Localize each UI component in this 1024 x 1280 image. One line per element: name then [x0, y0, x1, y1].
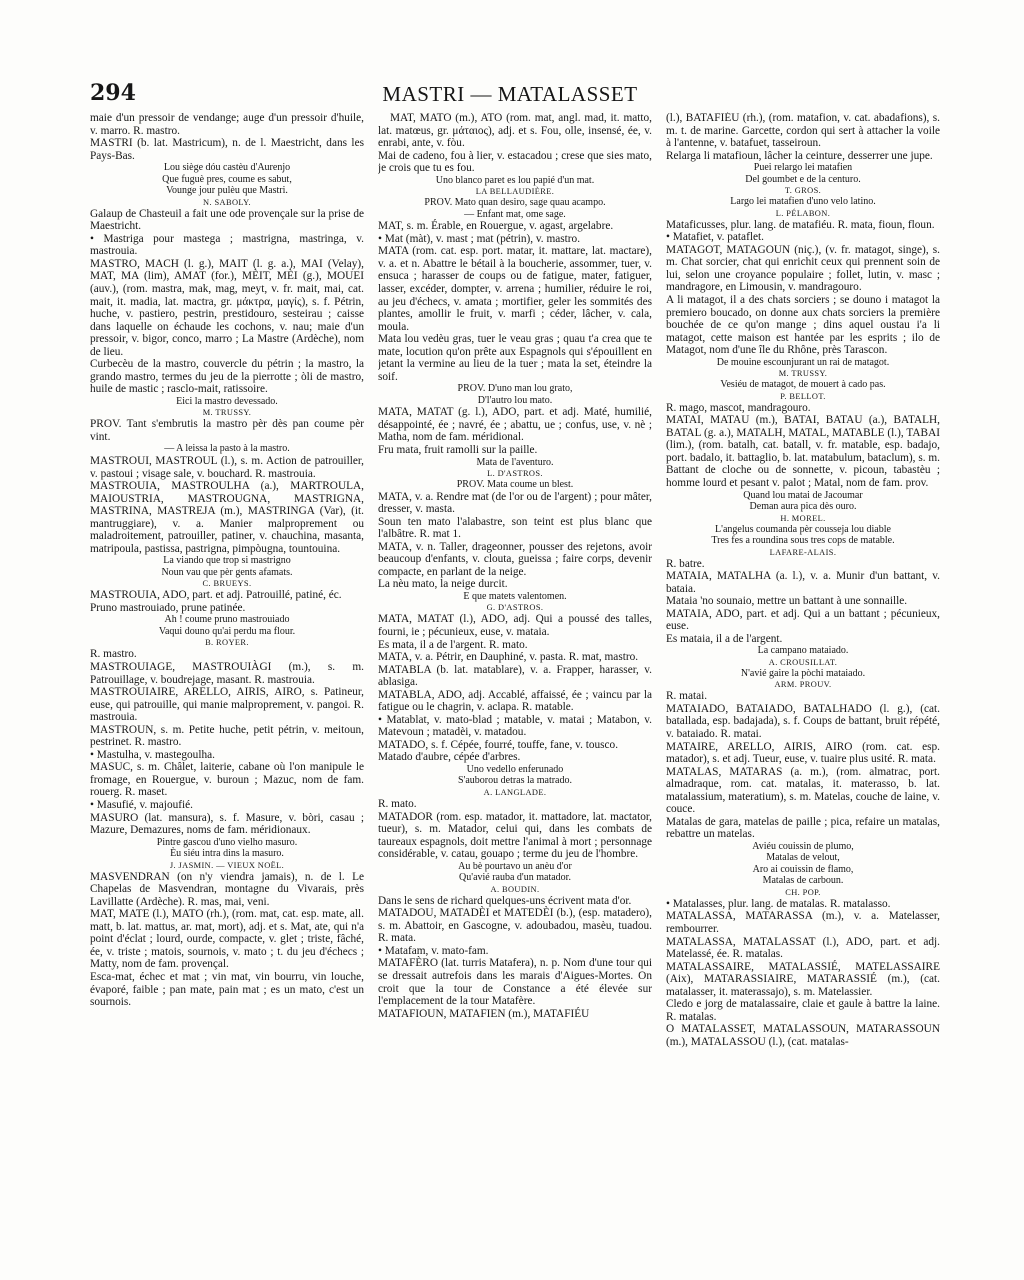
entry-paragraph: MAT, MATE (l.), MATO (rh.), (rom. mat, cat. esp. mate, all. matt, b. lat. mattus, ar. mat, mort), adj. et s. Mat, ate, qui n'a point d'éclat ; lourd, ourde, compacte, v. glet ; triste, fâché, ée, v. triste ; matois, sournois, v. mato ; t. du jeu d'échecs ; Matty, nom de fam. provençal. [90, 908, 364, 971]
entry-paragraph: R. matai. [666, 690, 708, 703]
entry-paragraph: MATAFÈRO (lat. turris Matafera), n. p. Nom d'une tour qui se dressait autrefois dans les marais d'Aigues-Mortes. On croit que la tour de Constance a été élevée sur l'emplacement de la tour Matafère. [378, 957, 652, 1008]
quotation-verse: Aviéu couissin de plumo, Matalas de velout, Aro ai couissin de flamo, Matalas de carboun. [752, 840, 854, 887]
entry-paragraph: MATALASSA, MATALASSAT (l.), ADO, part. et adj. Matelassé, ée. R. matalas. [666, 935, 940, 961]
entry-paragraph: • Matafiet, v. pataflet. [666, 231, 764, 244]
quotation-verse: PROV. Mata coume un blest. [456, 479, 574, 491]
entry-paragraph: • Mastulha, v. mastegoulha. [90, 748, 215, 761]
entry-paragraph: MATA, v. a. Pétrir, en Dauphiné, v. pasta. R. mat, mastro. [378, 651, 639, 664]
entry-paragraph: R. batre. [666, 557, 705, 570]
entry-paragraph: MASTRO, MACH (l. g.), MAIT (l. g. a.), MAI (Velay), MAT, MA (lim), AMAT (for.), MÈIT, MÈI (g.), MOUEI (auv.), (rom. mastra, mak, mag, meyt, v. fr. mait, mai, cat. mait, it. madia, lat. mactra, gr. μάκτρα, μαγίς), s. f. Pétrin, huche, v. pastiero, pestrin, prestidouro, sesteirau ; caisse dans laquelle on échaude les cochons, v. nau; maie d'un pressoir, v. bigor, conco, marro ; La Mastre (Ardèche), nom de lieu. [90, 257, 364, 358]
entry-paragraph: La nèu mato, la neige durcit. [378, 578, 508, 591]
entry-paragraph: MASVENDRAN (on n'y viendra jamais), n. de l. Le Chapelas de Masvendran, montagne du Vivarais, près Lavillatte (Ardèche). R. mas, mai, veni. [90, 870, 364, 908]
entry-paragraph: MATADOR (rom. esp. matador, it. mattadore, lat. mactator, tueur), s. m. Matador, celui qui, dans les combats de taureaux espagnols, doit mettre l'animal à mort ; personnage considérable, v. catau, gouapo ; terme du jeu de l'hombre. [378, 810, 652, 861]
quotation-attribution: J. JASMIN. — VIEUX NOËL. [169, 860, 285, 870]
entry-paragraph: R. mastro. [90, 648, 137, 661]
entry-paragraph: MASTROUIAIRE, ARELLO, AIRIS, AIRO, s. Patineur, euse, qui patrouille, qui manie malproprement, v. pangoi. R. mastrouia. [90, 686, 364, 724]
entry-paragraph: MAT, MATO (m.), ATO (rom. mat, angl. mad, it. matto, lat. matœus, gr. μάταιος), adj. et s. Fou, olle, insensé, ée, v. enrabi, ante, v. fòu. [378, 112, 652, 150]
quotation-verse: N'avié gaire la pòchi mataiado. [740, 667, 866, 679]
quotation-verse: L'angelus coumanda pèr cousseja lou diable Tres fes a roundina sous tres cops de matable. [711, 523, 895, 547]
entry-paragraph: MASTROUIA, ADO, part. et adj. Patrouillé, patiné, éc. [90, 589, 342, 602]
quotation-attribution: A. BOUDIN. [490, 884, 540, 894]
quotation-attribution: M. TRUSSY. [202, 408, 252, 418]
entry-paragraph: MATA (rom. cat. esp. port. matar, it. mattare, lat. mactare), v. a. et n. Abattre le bétail à la boucherie, assommer, tuer, v. ensuca ; harasser de coups ou de fatigue, mater, fatiguer, lasser, excéder, dompter, v. arrena ; humilier, réduire le roi, au jeu d'échecs, v. amata ; mortifier, geler les sommités des plantes, amollir le fruit, v. marfi ; céder, lâcher, v. cala, moula. [378, 245, 652, 333]
entry-paragraph: MATADOU, MATADÈI et MATEDÈI (b.), (esp. matadero), s. m. Abattoir, en Gascogne, v. adoubadou, masèu, tuadou. R. mata. [378, 907, 652, 945]
quotation-attribution: N. SABOLY. [203, 197, 251, 207]
quotation-verse: E que matets valentomen. [463, 590, 567, 602]
entry-paragraph: Fru mata, fruit ramolli sur la paille. [378, 443, 538, 456]
entry-paragraph: Pruno mastrouiado, prune patinée. [90, 601, 246, 614]
quotation-attribution: A. CROUSILLAT. [768, 657, 838, 667]
quotation-verse: Vesiéu de matagot, de mouert à cado pas. [720, 379, 886, 391]
entry-paragraph: Dans le sens de richard quelques-uns écrivent mata d'or. [378, 894, 632, 907]
quotation-verse: Uno blanco paret es lou papié d'un mat. [435, 174, 595, 186]
page-number: 294 [90, 80, 136, 106]
entry-paragraph: MATADO, s. f. Cépée, fourré, touffe, fane, v. tousco. [378, 738, 619, 751]
entry-paragraph: • Matalasses, plur. lang. de matalas. R. matalasso. [666, 897, 891, 910]
entry-paragraph: (l.), BATAFIÉU (rh.), (rom. matafion, v. cat. abadafions), s. m. t. de marine. Garcette, cordon qui sert à attacher la voile à l'antenne, v. batafuet, tasseiroun. [666, 112, 940, 150]
column-left [90, 112, 364, 1192]
quotation-verse: Largo lei matafien d'uno velo latino. [730, 196, 876, 208]
quotation-attribution: L. PÉLABON. [775, 208, 831, 218]
quotation-attribution: H. MOREL. [780, 513, 826, 523]
entry-paragraph: MASTROUN, s. m. Petite huche, petit pétrin, v. meitoun, pestrinet. R. mastro. [90, 723, 364, 749]
quotation-attribution: A. LANGLADE. [483, 787, 547, 797]
page-header [90, 80, 930, 108]
entry-paragraph: MATABLA, ADO, adj. Accablé, affaissé, ée ; vaincu par la fatigue ou le chagrin, v. aclapa. R. matable. [378, 688, 652, 714]
entry-paragraph: MATAI, MATAU (m.), BATAI, BATAU (a.), BATALH, BATAL (g. a.), MATALH, MATAL, MATABLE (l.), TABAI (lim.), (rom. batalh, cat. batall, v. fr. matable, esp. badajo, port. badalo, it. battaglio, b. lat. matabulum, bataclum), s. m. Battant de cloche ou de sonnette, v. picoun, tabastèu ; homme lourd et pesant v. palot ; Matal, nom de fam. prov. [666, 414, 940, 489]
entry-paragraph: MATAIADO, BATAIADO, BATALHADO (l. g.), (cat. batallada, esp. badajada), s. f. Coups de battant, bruit répété, v. bataiado. R. matai. [666, 702, 940, 740]
quotation-attribution: B. ROYER. [205, 638, 249, 648]
entry-paragraph: MASTROUI, MASTROUL (l.), s. m. Action de patrouiller, v. pastoui ; visage sale, v. bouchard. R. mastrouia. [90, 454, 364, 480]
quotation-verse: Puei relargo lei matafien Del goumbet e de la centuro. [745, 162, 861, 185]
quotation-verse: Pintre gascou d'uno vielho masuro. Èu siéu intra dins la masuro. [156, 836, 298, 860]
quotation-verse: — A leissa la pasto à la mastro. [164, 443, 290, 455]
entry-paragraph: A li matagot, il a des chats sorciers ; se douno i matagot la premiero boucado, on donne aux chats sorciers la première bouchée de ce qu'on mange ; dins aquel oustau i'a li matagot, cette maison est hantée par les esprits ; ilo de Matagot, nom d'une île du Rhône, près Tarascon. [666, 293, 940, 357]
quotation-verse: PROV. Mato quan desiro, sage quau acampo. — Enfant mat, ome sage. [424, 197, 606, 220]
entry-paragraph: • Matablat, v. mato-blad ; matable, v. matai ; Matabon, v. Matevoun ; matadèi, v. matadou. [378, 713, 652, 739]
entry-paragraph: maie d'un pressoir de vendange; auge d'un pressoir d'huile, v. marro. R. mastro. [90, 112, 364, 137]
entry-paragraph: MASUC, s. m. Châlet, laiterie, cabane où l'on manipule le fromage, en Rouergue, v. buroun ; Mazuc, nom de fam. rouerg. R. maset. [90, 761, 364, 799]
quotation-verse: Eici la mastro devessado. [176, 395, 278, 407]
entry-paragraph: R. mago, mascot, mandragouro. [666, 401, 811, 414]
entry-paragraph: MATAIA, ADO, part. et adj. Qui a un battant ; pécunieux, euse. [666, 607, 940, 633]
entry-paragraph: PROV. Tant s'embrutis la mastro pèr dès pan coume pèr vint. [90, 418, 364, 443]
entry-paragraph: • Matafam, v. mato-fam. [378, 944, 489, 957]
entry-paragraph: Mai de cadeno, fou à lier, v. estacadou ; crese que sies mato, je crois que tu es fou. [378, 149, 652, 175]
quotation-verse: De mouine escounjurant un rai de matagot. [716, 356, 890, 368]
entry-paragraph: Mataficusses, plur. lang. de matafiéu. R. mata, fioun, floun. [666, 218, 935, 231]
entry-paragraph: Es mataia, il a de l'argent. [666, 632, 783, 645]
entry-paragraph: MATA, MATAT (g. l.), ADO, part. et adj. Maté, humilié, désappointé, ée ; navré, ée ; abattu, ue ; confus, use, v. nè ; Matha, nom de fam. méridional. [378, 406, 652, 444]
entry-paragraph: MAT, s. m. Érable, en Rouergue, v. agast, argelabre. [378, 220, 614, 233]
column-right [666, 112, 940, 1192]
entry-paragraph: MATALAS, MATARAS (a. m.), (rom. almatrac, port. almadraque, rom. cat. matalas, it. materasso, b. lat. matalassium, materatium), s. m. Matelas, couche de laine, v. couce. [666, 765, 940, 816]
quotation-verse: La campano mataiado. [757, 645, 849, 657]
entry-paragraph: R. mato. [378, 797, 417, 810]
entry-paragraph: MATALASSAIRE, MATALASSIÉ, MATELASSAIRE (Aix), MATARASSIAIRE, MATARASSIÉ (m.), (cat. matalasser, it. materassajo), s. m. Matelassier. [666, 960, 940, 998]
quotation-attribution: P. BELLOT. [780, 391, 826, 401]
entry-paragraph: MASTRI (b. lat. Mastricum), n. de l. Maestricht, dans les Pays-Bas. [90, 137, 364, 162]
quotation-attribution: T. GROS. [784, 186, 822, 196]
quotation-attribution: ARM. PROUV. [774, 680, 832, 690]
quotation-attribution: G. D'ASTROS. [486, 603, 544, 613]
quotation-verse: Quand lou matai de Jacoumar Deman aura pica dès ouro. [743, 489, 863, 513]
quotation-verse: Mata de l'aventuro. [476, 456, 554, 468]
entry-paragraph: MATA, MATAT (l.), ADO, adj. Qui a poussé des talles, fourni, ie ; pécunieux, euse, v. mataia. [378, 613, 652, 638]
quotation-attribution: LA BELLAUDIÈRE. [475, 187, 555, 197]
quotation-verse: PROV. D'uno man lou grato, D'l'autro lou mato. [457, 383, 573, 406]
entry-paragraph: MATALASSA, MATARASSA (m.), v. a. Matelasser, rembourrer. [666, 910, 940, 936]
entry-paragraph: Curbecèu de la mastro, couvercle du pétrin ; la mastro, la grando mastro, termes du jeu de la pierrotte ; òli de mastro, huile de mastic ; rasclo-mait, ratissoire. [90, 358, 364, 396]
quotation-verse: Lou siège dóu castèu d'Aurenjo Que fuguè pres, coume es sabut, Vounge jour pulèu que Mastri. [162, 162, 292, 197]
entry-paragraph: MATA, v. n. Taller, drageonner, pousser des rejetons, avoir beaucoup d'enfants, v. clouta, gueissa ; faire corps, devenir compacte, en parlant de la neige. [378, 540, 652, 578]
entry-paragraph: • Mat (màt), v. mast ; mat (pétrin), v. mastro. [378, 232, 581, 245]
entry-paragraph: Soun ten mato l'alabastre, son teint est plus blanc que l'albâtre. R. mat 1. [378, 515, 652, 541]
text-columns [90, 112, 940, 1192]
entry-paragraph: MATA, v. a. Rendre mat (de l'or ou de l'argent) ; pour mâter, dresser, v. masta. [378, 490, 652, 516]
quotation-verse: Au bè pourtavo un anèu d'or Qu'avié rauba d'un matador. [458, 860, 572, 884]
quotation-attribution: C. BRUEYS. [202, 579, 252, 589]
entry-paragraph: Galaup de Chasteuil a fait une ode provençale sur la prise de Maestricht. [90, 207, 364, 233]
entry-paragraph: • Masufié, v. majoufié. [90, 799, 193, 812]
quotation-verse: Uno vedello enferunado S'auborou detras la matrado. [458, 763, 572, 787]
entry-paragraph: MATAFIOUN, MATAFIEN (m.), MATAFIÉU [378, 1007, 590, 1020]
entry-paragraph: Matalas de gara, matelas de paille ; pica, refaire un matalas, rebattre un matelas. [666, 815, 940, 841]
quotation-attribution: M. TRUSSY. [778, 369, 828, 379]
entry-paragraph: Mataia 'no sounaio, mettre un battant à une sonnaille. [666, 595, 908, 608]
quotation-verse: La viando que trop si mastrigno Noun vau que pèr gents afamats. [161, 555, 293, 578]
entry-paragraph: MATAIA, MATALHA (a. l.), v. a. Munir d'un battant, v. bataia. [666, 570, 940, 595]
column-middle [378, 112, 652, 1192]
entry-paragraph: Relarga li matafioun, lâcher la ceinture, desserrer une jupe. [666, 149, 933, 162]
quotation-attribution: LAFARE-ALAIS. [769, 547, 837, 557]
entry-paragraph: Es mata, il a de l'argent. R. mato. [378, 638, 528, 651]
quotation-attribution: CH. POP. [785, 887, 821, 897]
quotation-attribution: L. D'ASTROS. [487, 469, 543, 479]
quotation-verse: Ah ! coume pruno mastrouiado Vaqui douno qu'ai perdu ma flour. [158, 614, 296, 637]
entry-paragraph: MASURO (lat. mansura), s. f. Masure, v. bòri, casau ; Mazure, Demazures, noms de fam. méridionaux. [90, 811, 364, 837]
entry-paragraph: Cledo e jorg de matalassaire, claie et gaule à battre la laine. R. matalas. [666, 998, 940, 1023]
entry-paragraph: O MATALASSET, MATALASSOUN, MATARASSOUN (m.), MATALASSOU (l.), (cat. matalas- [666, 1023, 940, 1048]
running-title: MASTRI — MATALASSET [382, 82, 638, 106]
entry-paragraph: Matado d'aubre, cépée d'arbres. [378, 751, 521, 764]
entry-paragraph: Mata lou vedèu gras, tuer le veau gras ; quau t'a crea que te mate, locution qu'on prête aux Espagnols qui s'épouillent en jetant la vermine au lieu de la tuer ; mata la set, éteindre la soif. [378, 333, 652, 383]
entry-paragraph: Esca-mat, échec et mat ; vin mat, vin bourru, vin louche, évaporé, faible ; pan mate, pain mat ; es un mato, c'est un sournois. [90, 971, 364, 1009]
entry-paragraph: MATABLA (b. lat. matablare), v. a. Frapper, harasser, v. ablasiga. [378, 663, 652, 689]
entry-paragraph: • Mastriga pour mastega ; mastrigna, mastringa, v. mastrouia. [90, 232, 364, 258]
entry-paragraph: MATAIRE, ARELLO, AIRIS, AIRO (rom. cat. esp. matador), s. et adj. Tueur, euse, v. tuaire plus usité. R. mata. [666, 740, 940, 766]
entry-paragraph: MASTROUIA, MASTROULHA (a.), MARTROULA, MAIOUSTRIA, MASTROUGNA, MASTRIGNA, MASTRINA, MASTREJA (m.), MASTRINGA (Var), (it. mantruggiare), v. a. Manier malproprement ou maladroitement, patrouiller, patiner, v. chauchina, masanta, matripoula, pastissa, pastrigna, pimpòugna, tountouina. [90, 480, 364, 555]
entry-paragraph: MASTROUIAGE, MASTROUIÀGI (m.), s. m. Patrouillage, v. boudrejage, masant. R. mastrouia. [90, 661, 364, 686]
entry-paragraph: MATAGOT, MATAGOUN (niç.), (v. fr. matagot, singe), s. m. Chat sorcier, chat qui enrichit ceux qui prennent soin de lui, selon une croyance populaire ; follet, lutin, v. masc ; mandragore, en Limousin, v. mandragouro. [666, 243, 940, 294]
